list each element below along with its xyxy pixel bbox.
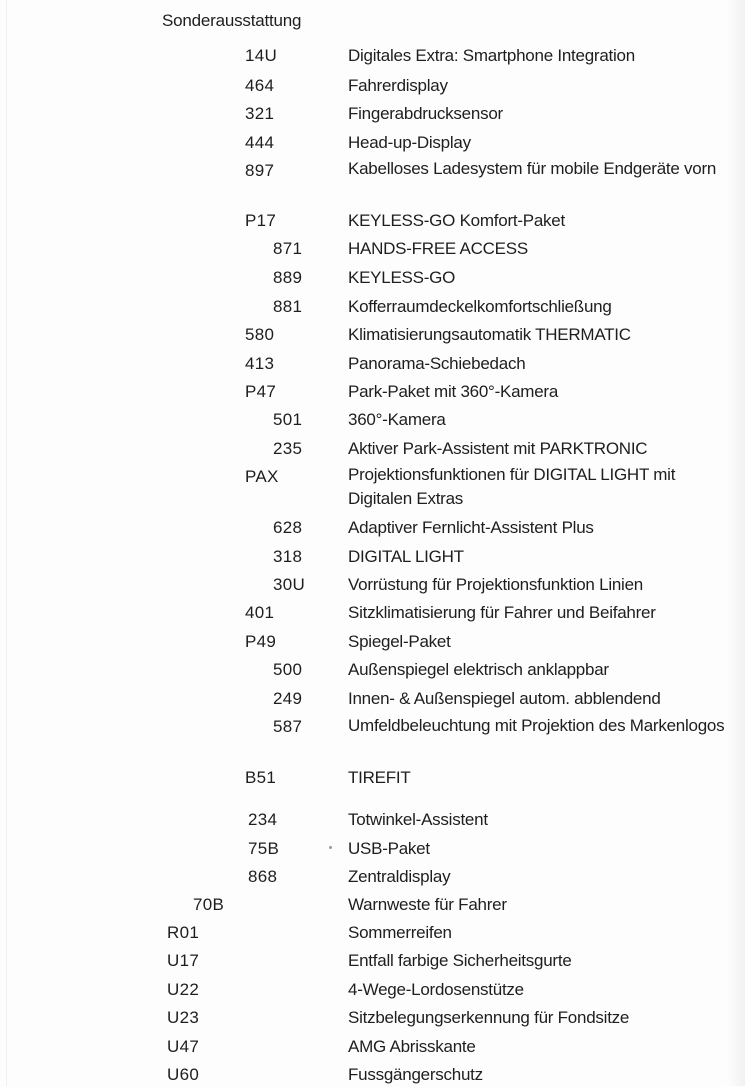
- item-description: Zentraldisplay: [348, 867, 451, 886]
- item-description: USB-Paket: [348, 839, 430, 858]
- item-code: 30U: [273, 575, 306, 594]
- item-description: Sitzklimatisierung für Fahrer und Beifahrer: [348, 603, 656, 622]
- section-title: Sonderausstattung: [162, 11, 302, 30]
- item-description: Sommerreifen: [348, 923, 452, 942]
- item-code: 75B: [248, 839, 280, 858]
- item-code: U47: [167, 1037, 200, 1056]
- item-code: P47: [245, 382, 277, 401]
- item-code: P49: [245, 632, 277, 651]
- item-code: U60: [167, 1065, 200, 1084]
- item-code: 70B: [193, 895, 225, 914]
- item-description: Vorrüstung für Projektionsfunktion Linien: [348, 575, 643, 594]
- item-code: 318: [273, 547, 303, 566]
- item-description: Head-up-Display: [348, 133, 471, 152]
- item-code: 628: [273, 518, 303, 537]
- item-code: 464: [245, 76, 275, 95]
- item-description: Fingerabdrucksensor: [348, 104, 503, 123]
- item-description: Innen- & Außenspiegel autom. abblendend: [348, 689, 661, 708]
- item-code: 501: [273, 410, 303, 429]
- item-code: 580: [245, 325, 275, 344]
- item-description: Park-Paket mit 360°-Kamera: [348, 382, 559, 401]
- item-code: U23: [167, 1008, 200, 1027]
- item-description: AMG Abrisskante: [348, 1037, 476, 1056]
- item-description: 360°-Kamera: [348, 410, 446, 429]
- item-code: 401: [245, 603, 275, 622]
- item-description: Fahrerdisplay: [348, 76, 448, 95]
- item-code: U17: [167, 951, 200, 970]
- item-description: DIGITAL LIGHT: [348, 547, 464, 566]
- item-code: 881: [273, 297, 303, 316]
- item-description: Außenspiegel elektrisch anklappbar: [348, 660, 609, 679]
- item-code: 234: [248, 810, 278, 829]
- item-description: Umfeldbeleuchtung mit Projektion des Markenlogos: [348, 716, 725, 735]
- item-code: PAX: [245, 467, 279, 486]
- item-description: KEYLESS-GO: [348, 268, 456, 287]
- item-description: Spiegel-Paket: [348, 632, 451, 651]
- item-code: 500: [273, 660, 303, 679]
- item-description: 4-Wege-Lordosenstütze: [348, 980, 524, 999]
- item-code: R01: [167, 923, 200, 942]
- item-code: B51: [245, 768, 277, 787]
- item-code: 871: [273, 239, 303, 258]
- item-code: P17: [245, 211, 277, 230]
- page-edge-line: [6, 0, 7, 1086]
- item-description: Totwinkel-Assistent: [348, 810, 488, 829]
- item-description: TIREFIT: [348, 768, 411, 787]
- item-description: KEYLESS-GO Komfort-Paket: [348, 211, 565, 230]
- item-code: 889: [273, 268, 303, 287]
- item-code: 249: [273, 689, 303, 708]
- item-code: U22: [167, 980, 200, 999]
- item-description: Sitzbelegungserkennung für Fondsitze: [348, 1008, 630, 1027]
- item-description: Klimatisierungsautomatik THERMATIC: [348, 325, 631, 344]
- item-code: 14U: [245, 46, 278, 65]
- item-description: Aktiver Park-Assistent mit PARKTRONIC: [348, 439, 648, 458]
- item-description: Digitales Extra: Smartphone Integration: [348, 46, 635, 65]
- item-description: HANDS-FREE ACCESS: [348, 239, 528, 258]
- item-description: Fussgängerschutz: [348, 1065, 483, 1084]
- item-description: Entfall farbige Sicherheitsgurte: [348, 951, 572, 970]
- stray-mark: [329, 846, 332, 849]
- item-description: Adaptiver Fernlicht-Assistent Plus: [348, 518, 594, 537]
- item-code: 444: [245, 133, 275, 152]
- item-description: Warnweste für Fahrer: [348, 895, 507, 914]
- item-code: 587: [273, 717, 303, 736]
- item-description: Projektionsfunktionen für DIGITAL LIGHT mit Digitalen Extras: [348, 465, 676, 508]
- item-description: Kofferraumdeckelkomfortschließung: [348, 297, 612, 316]
- item-code: 413: [245, 354, 275, 373]
- item-code: 897: [245, 161, 275, 180]
- item-description: Kabelloses Ladesystem für mobile Endgeräte vorn: [348, 159, 717, 178]
- item-code: 868: [248, 867, 278, 886]
- item-code: 235: [273, 439, 303, 458]
- item-code: 321: [245, 104, 275, 123]
- item-description: Panorama-Schiebedach: [348, 354, 526, 373]
